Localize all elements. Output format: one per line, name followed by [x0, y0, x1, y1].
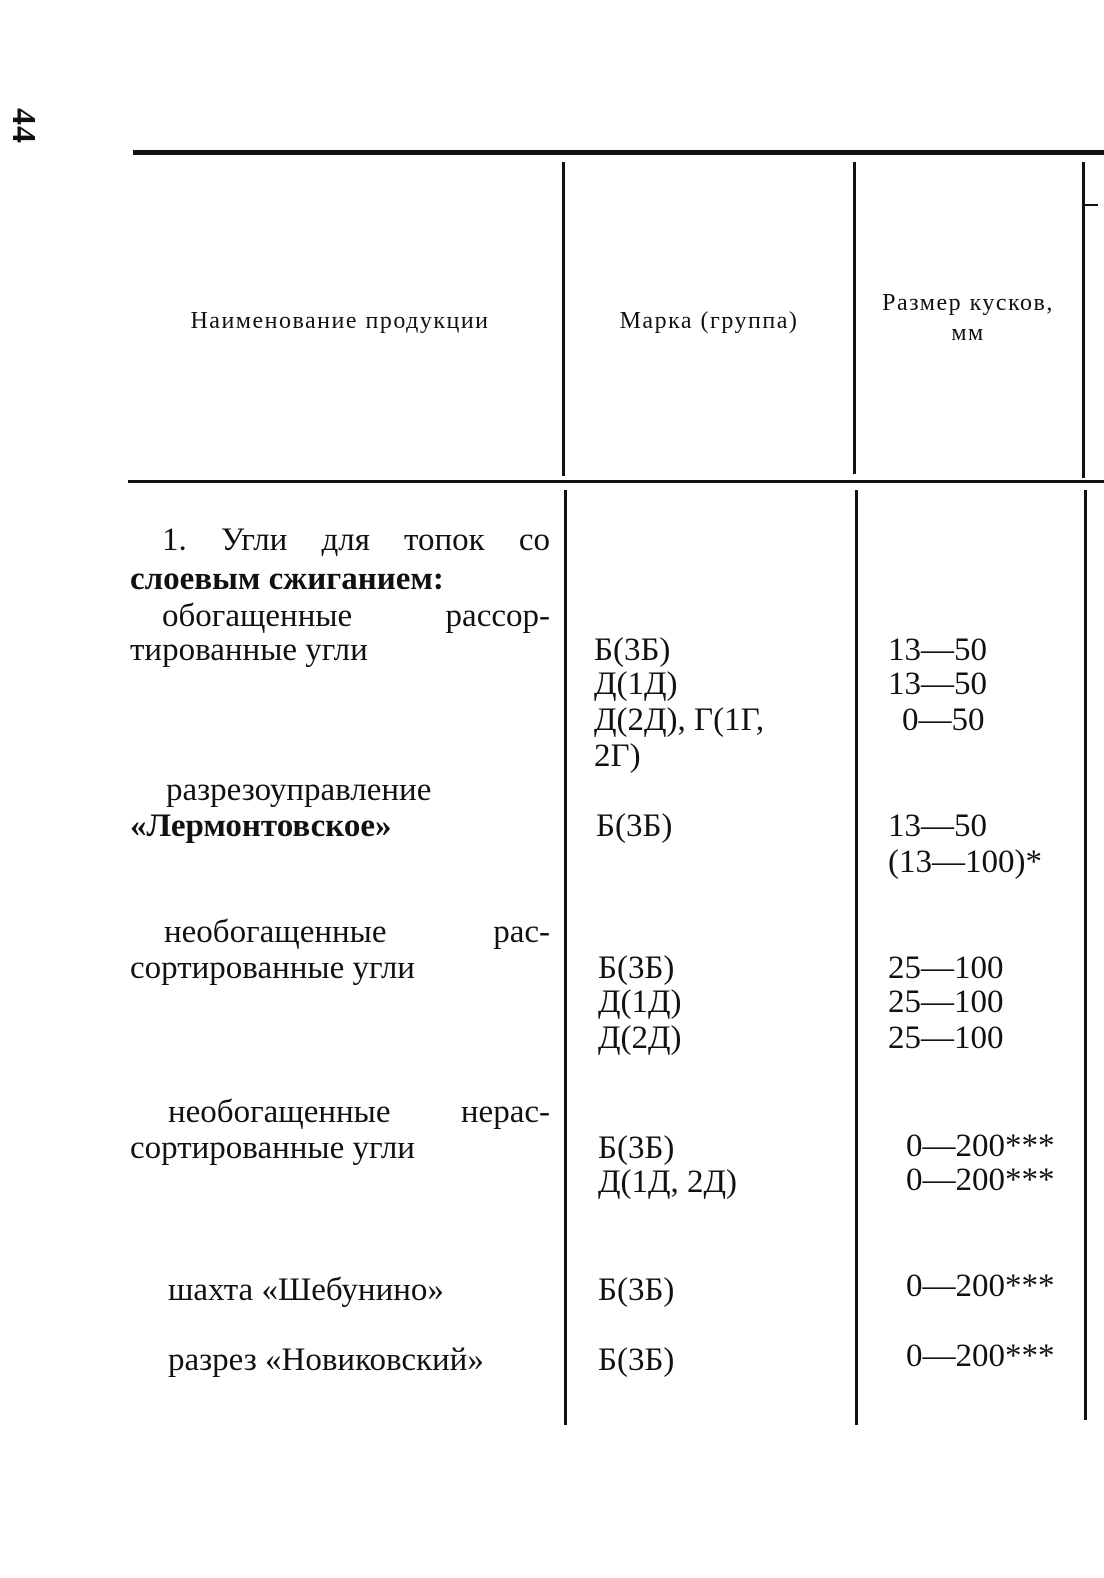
group-1-name-line1: обогащенные рассор- — [162, 598, 550, 634]
page-number: 44 — [5, 108, 42, 144]
group-1-row-2-grade: Д(1Д) — [594, 666, 678, 702]
group-1-row-1-size: 13—50 — [888, 632, 987, 668]
header-lump-size: Размер кусков, мм — [882, 290, 1054, 346]
group-5-row-1-grade: Б(3Б) — [598, 1272, 675, 1308]
group-4-row-1-grade: Б(3Б) — [598, 1130, 675, 1166]
header-product-name: Наименование продукции — [190, 308, 490, 334]
group-3-row-1-size: 25—100 — [888, 950, 1004, 986]
group-2-row-1-size-cont: (13—100)* — [888, 844, 1042, 880]
group-4-row-1-size: 0—200*** — [906, 1128, 1055, 1164]
column-divider-2-body — [855, 490, 858, 1425]
group-3-name-line1: необогащенные рас- — [164, 914, 550, 950]
group-3-row-3-size: 25—100 — [888, 1020, 1004, 1056]
column-divider-3-body — [1084, 490, 1087, 1420]
group-5-name: шахта «Шебунино» — [168, 1272, 444, 1308]
group-1-row-3-grade: Д(2Д), Г(1Г, — [594, 702, 765, 738]
group-2-row-1-grade: Б(3Б) — [596, 808, 673, 844]
section-title-line2: слоевым сжиганием: — [130, 561, 444, 597]
group-4-row-2-size: 0—200*** — [906, 1162, 1055, 1198]
section-title-line1: 1. Угли для топок со — [162, 522, 550, 558]
group-1-row-3-grade-cont: 2Г) — [594, 738, 641, 774]
group-1-row-3-size: 0—50 — [902, 702, 985, 738]
group-1-row-1-grade: Б(3Б) — [594, 632, 671, 668]
group-4-name-line1: необогащенные нерас- — [168, 1094, 550, 1130]
group-2-row-1-size: 13—50 — [888, 808, 987, 844]
group-4-name-line2: сортированные угли — [130, 1130, 415, 1166]
group-2-name-line2: «Лермонтовское» — [130, 808, 392, 844]
group-3-name-line2: сортированные угли — [130, 950, 415, 986]
group-4-row-2-grade: Д(1Д, 2Д) — [598, 1164, 738, 1200]
group-1-name-line2: тированные угли — [130, 632, 368, 668]
column-divider-1-body — [564, 490, 567, 1425]
header-bottom-rule — [128, 480, 1104, 483]
group-3-row-1-grade: Б(3Б) — [598, 950, 675, 986]
group-3-row-2-grade: Д(1Д) — [598, 984, 682, 1020]
group-5-row-1-size: 0—200*** — [906, 1268, 1055, 1304]
column-divider-3-header — [1082, 162, 1085, 478]
group-2-name-line1: разрезоуправление — [166, 772, 432, 808]
header-grade: Марка (группа) — [619, 308, 799, 334]
column-divider-3-tick — [1084, 204, 1098, 206]
group-6-row-1-size: 0—200*** — [906, 1338, 1055, 1374]
group-6-row-1-grade: Б(3Б) — [598, 1342, 675, 1378]
column-divider-1-header — [562, 162, 565, 476]
group-3-row-3-grade: Д(2Д) — [598, 1020, 682, 1056]
group-6-name: разрез «Новиковский» — [168, 1342, 484, 1378]
column-divider-2-header — [853, 162, 856, 474]
group-1-row-2-size: 13—50 — [888, 666, 987, 702]
group-3-row-2-size: 25—100 — [888, 984, 1004, 1020]
table-top-rule — [133, 150, 1104, 155]
